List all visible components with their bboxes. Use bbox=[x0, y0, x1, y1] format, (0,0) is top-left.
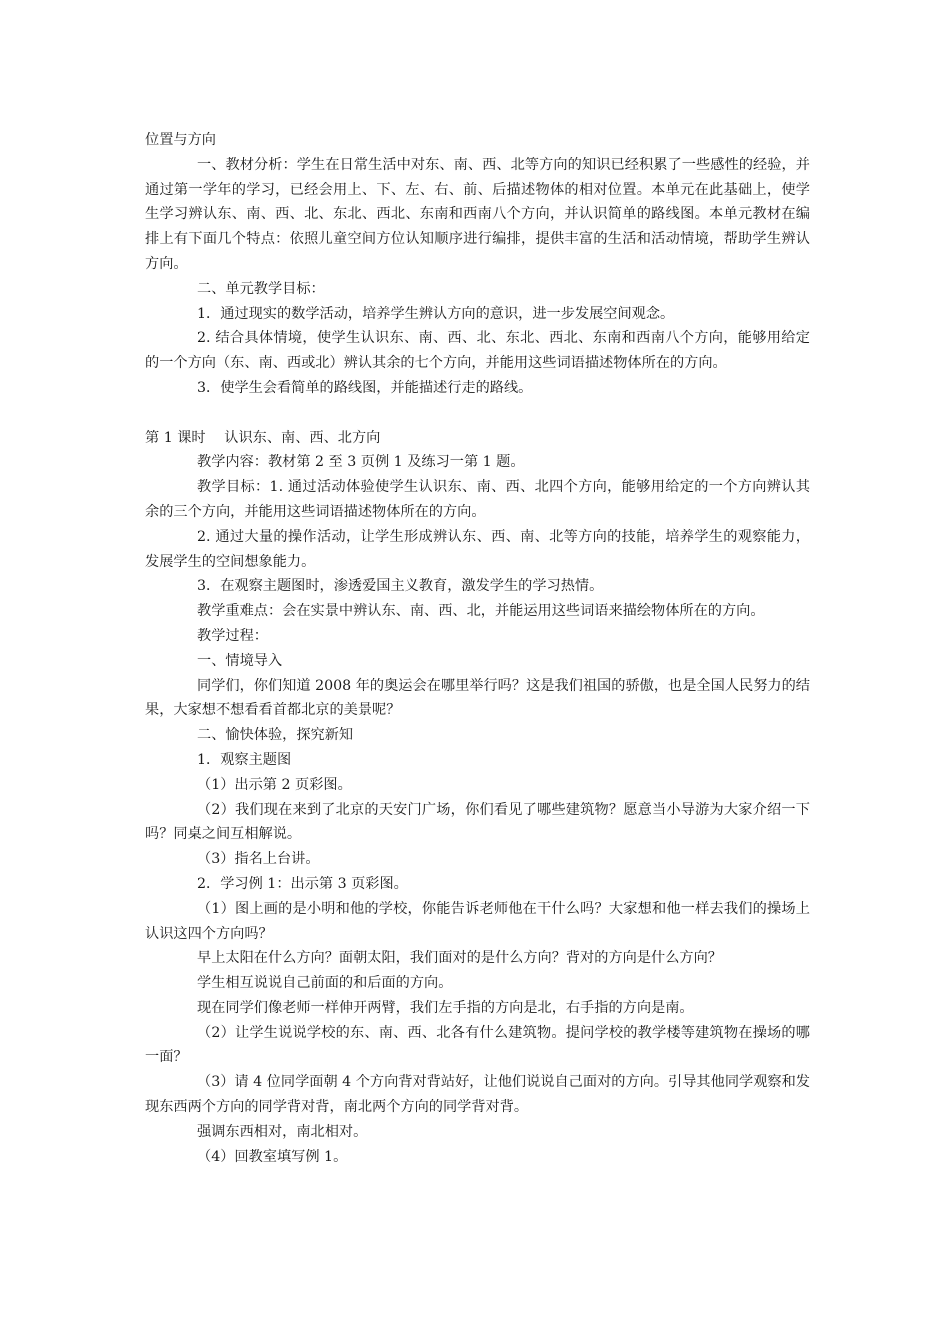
blank-line bbox=[145, 401, 810, 426]
paragraph: （1）出示第 2 页彩图。 bbox=[197, 776, 352, 793]
paragraph: 教学过程： bbox=[197, 627, 268, 644]
paragraph: 一、教材分析：学生在日常生活中对东、南、西、北等方向的知识已经积累了一些感性的经验，并通过第一学年的学习，已经会用上、下、左、右、前、后描述物体的相对位置。本单元在此基础上，使学生学习辨认东、南、西、北、东北、西北、东南和西南八个方向，并认识简单的路线图。本单元教材在编排上有下面几个特点：依照儿童空间方位认知顺序进行编排，提供丰富的生活和活动情境，帮助学生辨认方向。 bbox=[145, 156, 810, 272]
paragraph: （2）我们现在来到了北京的天安门广场，你们看见了哪些建筑物？愿意当小导游为大家介绍一下吗？同桌之间互相解说。 bbox=[145, 801, 810, 843]
paragraph: 1．通过现实的数学活动，培养学生辨认方向的意识，进一步发展空间观念。 bbox=[197, 305, 675, 322]
paragraph: （4）回教室填写例 1。 bbox=[197, 1148, 348, 1165]
paragraph: 教学内容：教材第 2 至 3 页例 1 及练习一第 1 题。 bbox=[197, 454, 525, 471]
paragraph: 2. 通过大量的操作活动，让学生形成辨认东、西、南、北等方向的技能，培养学生的观察能力，发展学生的空间想象能力。 bbox=[145, 528, 810, 570]
paragraph: 早上太阳在什么方向？面朝太阳，我们面对的是什么方向？背对的方向是什么方向？ bbox=[197, 950, 722, 967]
paragraph: 3．在观察主题图时，渗透爱国主义教育，激发学生的学习热情。 bbox=[197, 578, 604, 595]
document-title: 位置与方向 bbox=[145, 132, 216, 148]
paragraph: （3）指名上台讲。 bbox=[197, 851, 320, 868]
paragraph: 第 1 课时 认识东、南、西、北方向 bbox=[145, 429, 381, 446]
paragraph: 教学目标：1. 通过活动体验使学生认识东、南、西、北四个方向，能够用给定的一个方向辨认其余的三个方向，并能用这些词语描述物体所在的方向。 bbox=[145, 479, 810, 520]
paragraph: 强调东西相对，南北相对。 bbox=[197, 1123, 368, 1140]
paragraph: （1）图上画的是小明和他的学校，你能告诉老师他在干什么吗？大家想和他一样去我们的操场上认识这四个方向吗？ bbox=[145, 900, 810, 942]
paragraph: 2. 结合具体情境，使学生认识东、南、西、北、东北、西北、东南和西南八个方向，能够用给定的一个方向（东、南、西或北）辨认其余的七个方向，并能用这些词语描述物体所在的方向。 bbox=[145, 330, 810, 372]
document-page bbox=[145, 128, 810, 1169]
paragraph: 一、情境导入 bbox=[197, 652, 283, 669]
paragraph: 1．观察主题图 bbox=[197, 751, 292, 768]
paragraph: 二、愉快体验，探究新知 bbox=[197, 727, 354, 744]
paragraph: 学生相互说说自己前面的和后面的方向。 bbox=[197, 975, 453, 992]
paragraph: 3．使学生会看简单的路线图，并能描述行走的路线。 bbox=[197, 379, 533, 396]
paragraph: 同学们，你们知道 2008 年的奥运会在哪里举行吗？这是我们祖国的骄傲，也是全国人民努力的结果，大家想不想看看首都北京的美景呢？ bbox=[145, 677, 810, 719]
paragraph-list bbox=[145, 153, 810, 1170]
paragraph: 二、单元教学目标： bbox=[197, 280, 325, 297]
paragraph: 现在同学们像老师一样伸开两臂，我们左手指的方向是北，右手指的方向是南。 bbox=[197, 999, 694, 1016]
paragraph: （2）让学生说说学校的东、南、西、北各有什么建筑物。提问学校的教学楼等建筑物在操场的哪一面？ bbox=[145, 1024, 810, 1066]
paragraph: 2．学习例 1：出示第 3 页彩图。 bbox=[197, 875, 408, 892]
paragraph: 教学重难点：会在实景中辨认东、南、西、北，并能运用这些词语来描绘物体所在的方向。 bbox=[197, 603, 765, 620]
paragraph: （3）请 4 位同学面朝 4 个方向背对背站好，让他们说说自己面对的方向。引导其他同学观察和发现东西两个方向的同学背对背，南北两个方向的同学背对背。 bbox=[145, 1074, 810, 1116]
